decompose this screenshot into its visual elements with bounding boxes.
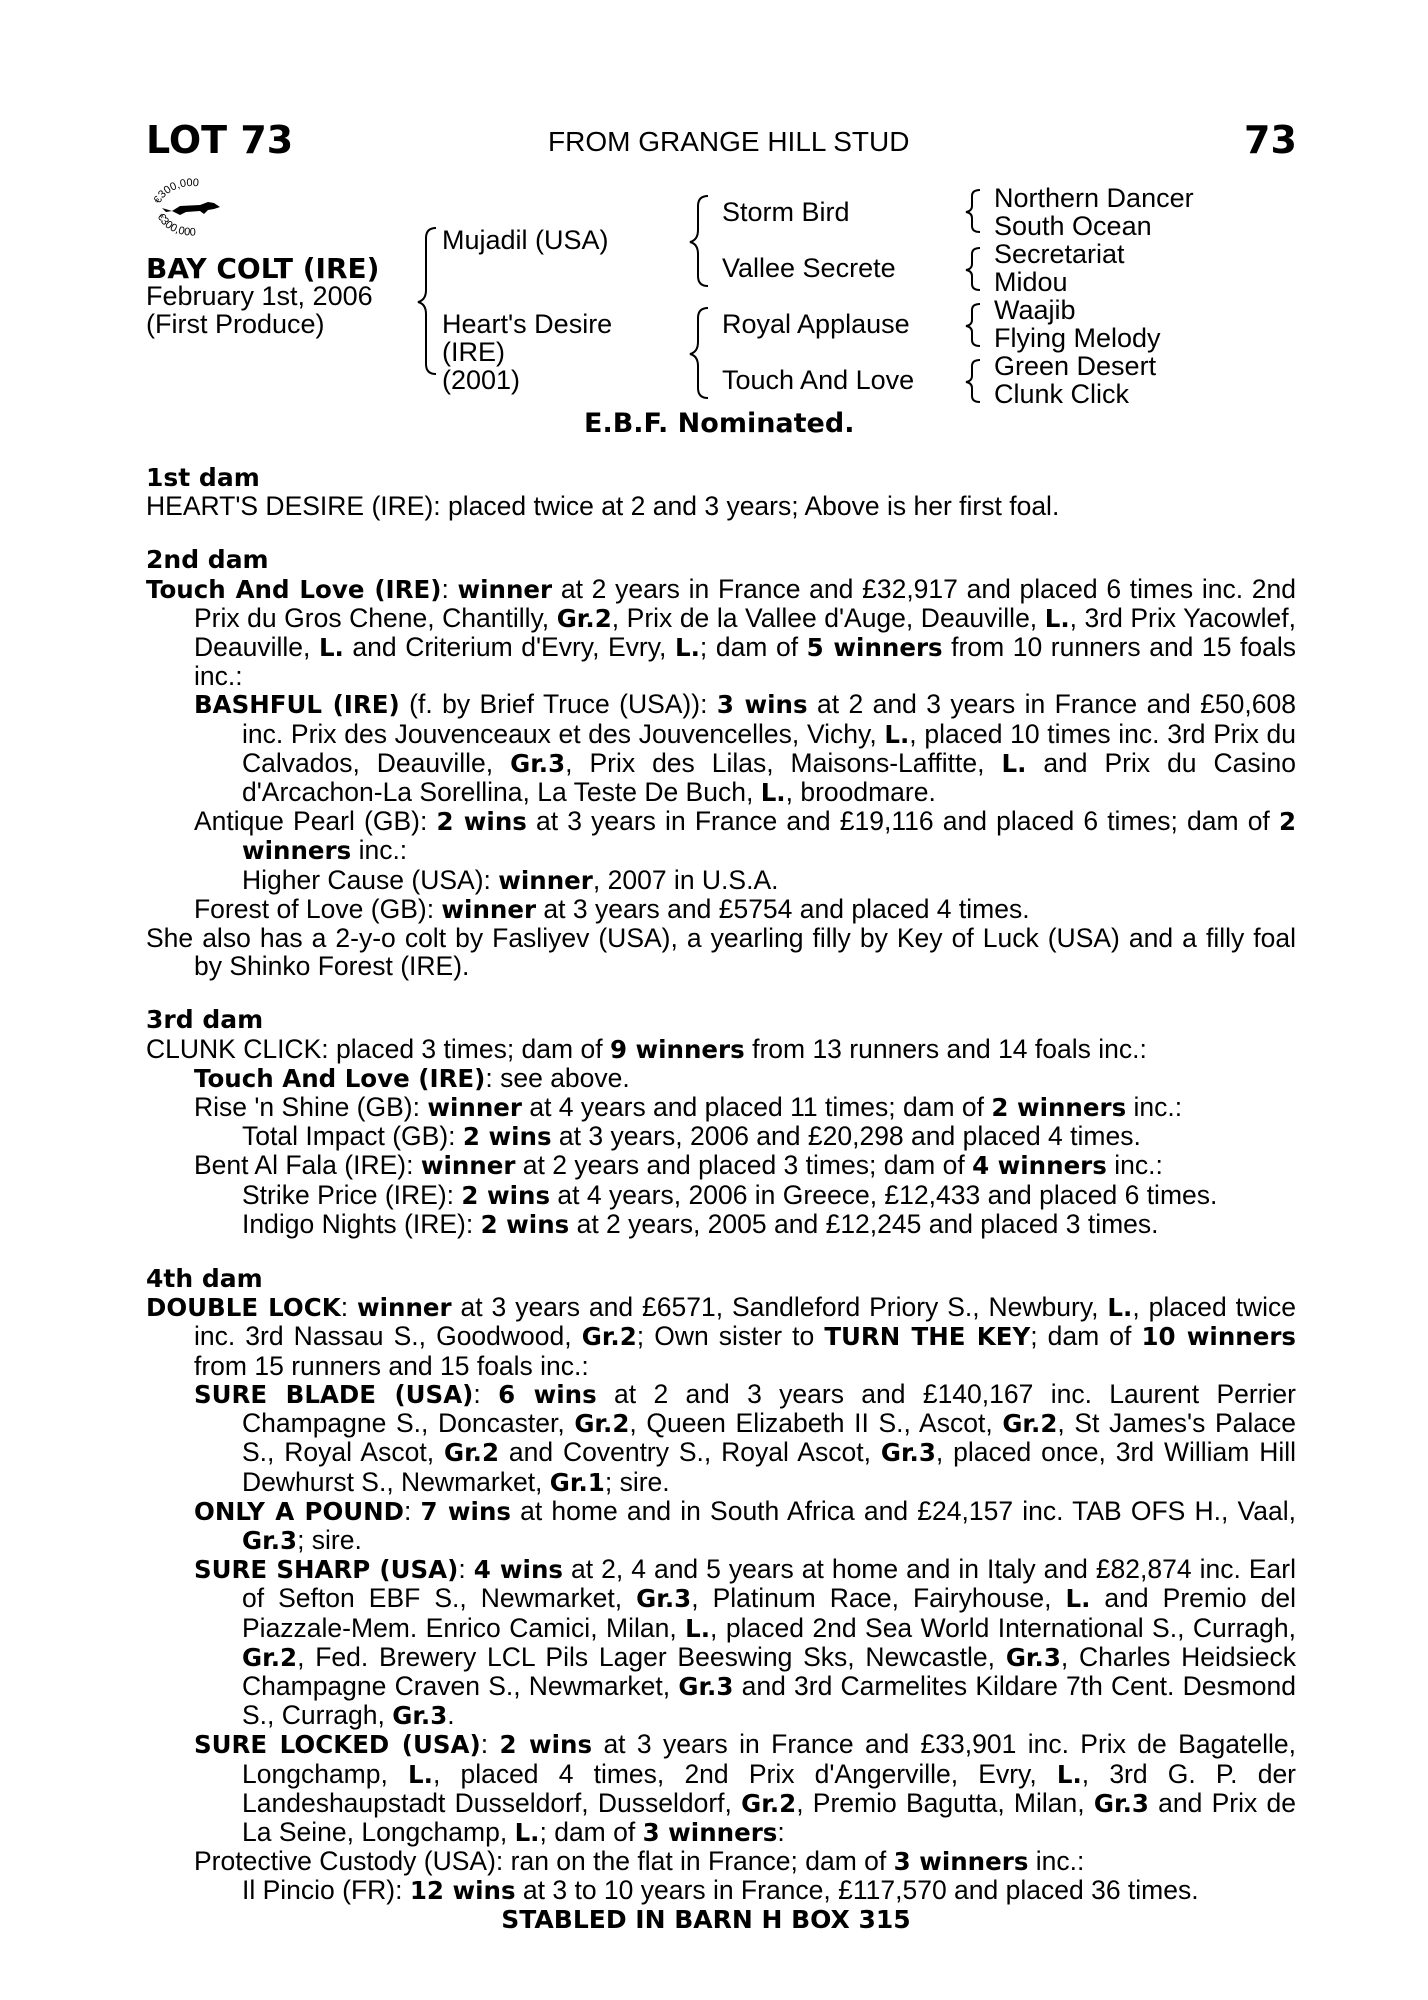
progeny-entry: Bent Al Fala (IRE): winner at 2 years and placed 3 times; dam of 4 winners inc.:	[194, 1150, 1163, 1181]
progeny-entry: Antique Pearl (GB): 2 wins at 3 years in France and £19,116 and placed 6 times; dam of 2 winners inc.:	[194, 806, 1296, 866]
stamp-text-top: €300,000	[151, 178, 200, 206]
pedigree-dam-line1: Heart's Desire	[442, 309, 613, 339]
pedigree-sire: Mujadil (USA)	[442, 225, 609, 255]
progeny-entry: Il Pincio (FR): 12 wins at 3 to 10 years in France, £117,570 and placed 36 times.	[242, 1875, 1199, 1906]
progeny-entry: Indigo Nights (IRE): 2 wins at 2 years, 2005 and £12,245 and placed 3 times.	[242, 1208, 1159, 1239]
dam4-entry: DOUBLE LOCK: winner at 3 years and £6571, Sandleford Priory S., Newbury, L., placed twice inc. 3rd Nassau S., Goodwood, Gr.2; Own sister to TURN THE KEY; dam of 10 winners from 15 runners and 15 foals inc.:	[146, 1292, 1296, 1381]
pedigree-sire-sire: Storm Bird	[722, 197, 850, 227]
horse-name: BAY COLT (IRE)	[146, 252, 380, 285]
progeny-entry: ONLY A POUND: 7 wins at home and in South Africa and £24,157 inc. TAB OFS H., Vaal, Gr.3; sire.	[194, 1495, 1296, 1555]
stamp-text-bottom: €300,000	[154, 211, 196, 238]
pedigree-sdd: Midou	[994, 267, 1068, 297]
lot-title: LOT 73	[146, 118, 294, 162]
dam1-entry: HEART'S DESIRE (IRE): placed twice at 2 and 3 years; Above is her first foal.	[146, 491, 1060, 522]
pedigree-sds: Secretariat	[994, 239, 1125, 269]
pedigree-dam-dam: Touch And Love	[722, 365, 915, 395]
progeny-entry: SURE LOCKED (USA): 2 wins at 3 years in France and £33,901 inc. Prix de Bagatelle, Longchamp, L., placed 4 times, 2nd Prix d'Angerville, Evry, L., 3rd G. P. der Landeshaupstadt Dusseldorf, Dusseldorf, Gr.2, Premio Bagutta, Milan, Gr.3 and Prix de La Seine, Longchamp, L.; dam of 3 winners:	[194, 1729, 1297, 1847]
progeny-entry: SURE SHARP (USA): 4 wins at 2, 4 and 5 years at home and in Italy and £82,874 inc. Earl of Sefton EBF S., Newmarket, Gr.3, Platinum Race, Fairyhouse, L. and Premio del Piazzale-Mem. Enrico Camici, Milan, L., placed 2nd Sea World International S., Curragh, Gr.2, Fed. Brewery LCL Pils Lager Beeswing Sks, Newcastle, Gr.3, Charles Heidsieck Champagne Craven S., Newmarket, Gr.3 and 3rd Carmelites Kildare 7th Cent. Desmond S., Curragh, Gr.3.	[194, 1554, 1296, 1731]
ebf-note: E.B.F. Nominated.	[584, 408, 855, 439]
pedigree-ssd: South Ocean	[994, 211, 1152, 241]
foaling-date: February 1st, 2006	[146, 281, 373, 311]
pedigree-dss: Waajib	[994, 295, 1076, 325]
section-2nd-dam: 2nd dam	[146, 545, 269, 575]
dam3-entry: CLUNK CLICK: placed 3 times; dam of 9 winners from 13 runners and 14 foals inc.:	[146, 1033, 1147, 1064]
pedigree-dam	[442, 310, 612, 394]
pedigree-dam-line3: (2001)	[442, 365, 521, 395]
dam-details	[146, 464, 1296, 1934]
section-3rd-dam: 3rd dam	[146, 1005, 264, 1035]
progeny-entry: Touch And Love (IRE): see above.	[194, 1062, 630, 1093]
progeny-entry: Rise 'n Shine (GB): winner at 4 years and placed 11 times; dam of 2 winners inc.:	[194, 1092, 1183, 1123]
pedigree-sss: Northern Dancer	[994, 183, 1194, 213]
consignor: FROM GRANGE HILL STUD	[548, 126, 910, 157]
pedigree-brackets	[0, 0, 1428, 420]
progeny-entry: SURE BLADE (USA): 6 wins at 2 and 3 years and £140,167 inc. Laurent Perrier Champagne S., Doncaster, Gr.2, Queen Elizabeth II S., Ascot, Gr.2, St James's Palace S., Royal Ascot, Gr.2 and Coventry S., Royal Ascot, Gr.3, placed once, 3rd William Hill Dewhurst S., Newmarket, Gr.1; sire.	[194, 1378, 1297, 1497]
dam2-note: She also has a 2-y-o colt by Fasliyev (USA), a yearling filly by Key of Luck (USA) and a filly foal by Shinko Forest (IRE).	[146, 923, 1296, 982]
pedigree-dsd: Flying Melody	[994, 323, 1161, 353]
dam2-entry: Touch And Love (IRE): winner at 2 years in France and £32,917 and placed 6 times inc. 2nd Prix du Gros Chene, Chantilly, Gr.2, Prix de la Vallee d'Auge, Deauville, L., 3rd Prix Yacowlef, Deauville, L. and Criterium d'Evry, Evry, L.; dam of 5 winners from 10 runners and 15 foals inc.:	[146, 573, 1297, 692]
pedigree-sire-dam: Vallee Secrete	[722, 253, 896, 283]
pedigree-ddd: Clunk Click	[994, 379, 1130, 409]
pedigree-dds: Green Desert	[994, 351, 1157, 381]
progeny-entry: Forest of Love (GB): winner at 3 years and £5754 and placed 4 times.	[194, 893, 1030, 924]
pedigree-dam-line2: (IRE)	[442, 337, 505, 367]
progeny-entry: Strike Price (IRE): 2 wins at 4 years, 2006 in Greece, £12,433 and placed 6 times.	[242, 1179, 1218, 1210]
progeny-entry: Higher Cause (USA): winner, 2007 in U.S.A.	[242, 864, 779, 895]
section-1st-dam: 1st dam	[146, 463, 260, 492]
lot-number: 73	[1244, 118, 1297, 162]
progeny-entry: Protective Custody (USA): ran on the flat in France; dam of 3 winners inc.:	[194, 1846, 1085, 1877]
produce-note: (First Produce)	[146, 309, 325, 339]
progeny-entry: BASHFUL (IRE) (f. by Brief Truce (USA)): 3 wins at 2 and 3 years in France and £50,608 inc. Prix des Jouvenceaux et des Jouvencelles, Vichy, L., placed 10 times inc. 3rd Prix du Calvados, Deauville, Gr.3, Prix des Lilas, Maisons-Laffitte, L. and Prix du Casino d'Arcachon-La Sorellina, La Teste De Buch, L., broodmare.	[194, 689, 1296, 808]
stabling-note: STABLED IN BARN H BOX 315	[501, 1904, 911, 1934]
pedigree-dam-sire: Royal Applause	[722, 309, 910, 339]
section-4th-dam: 4th dam	[146, 1264, 263, 1294]
progeny-entry: Total Impact (GB): 2 wins at 3 years, 2006 and £20,298 and placed 4 times.	[242, 1121, 1141, 1152]
